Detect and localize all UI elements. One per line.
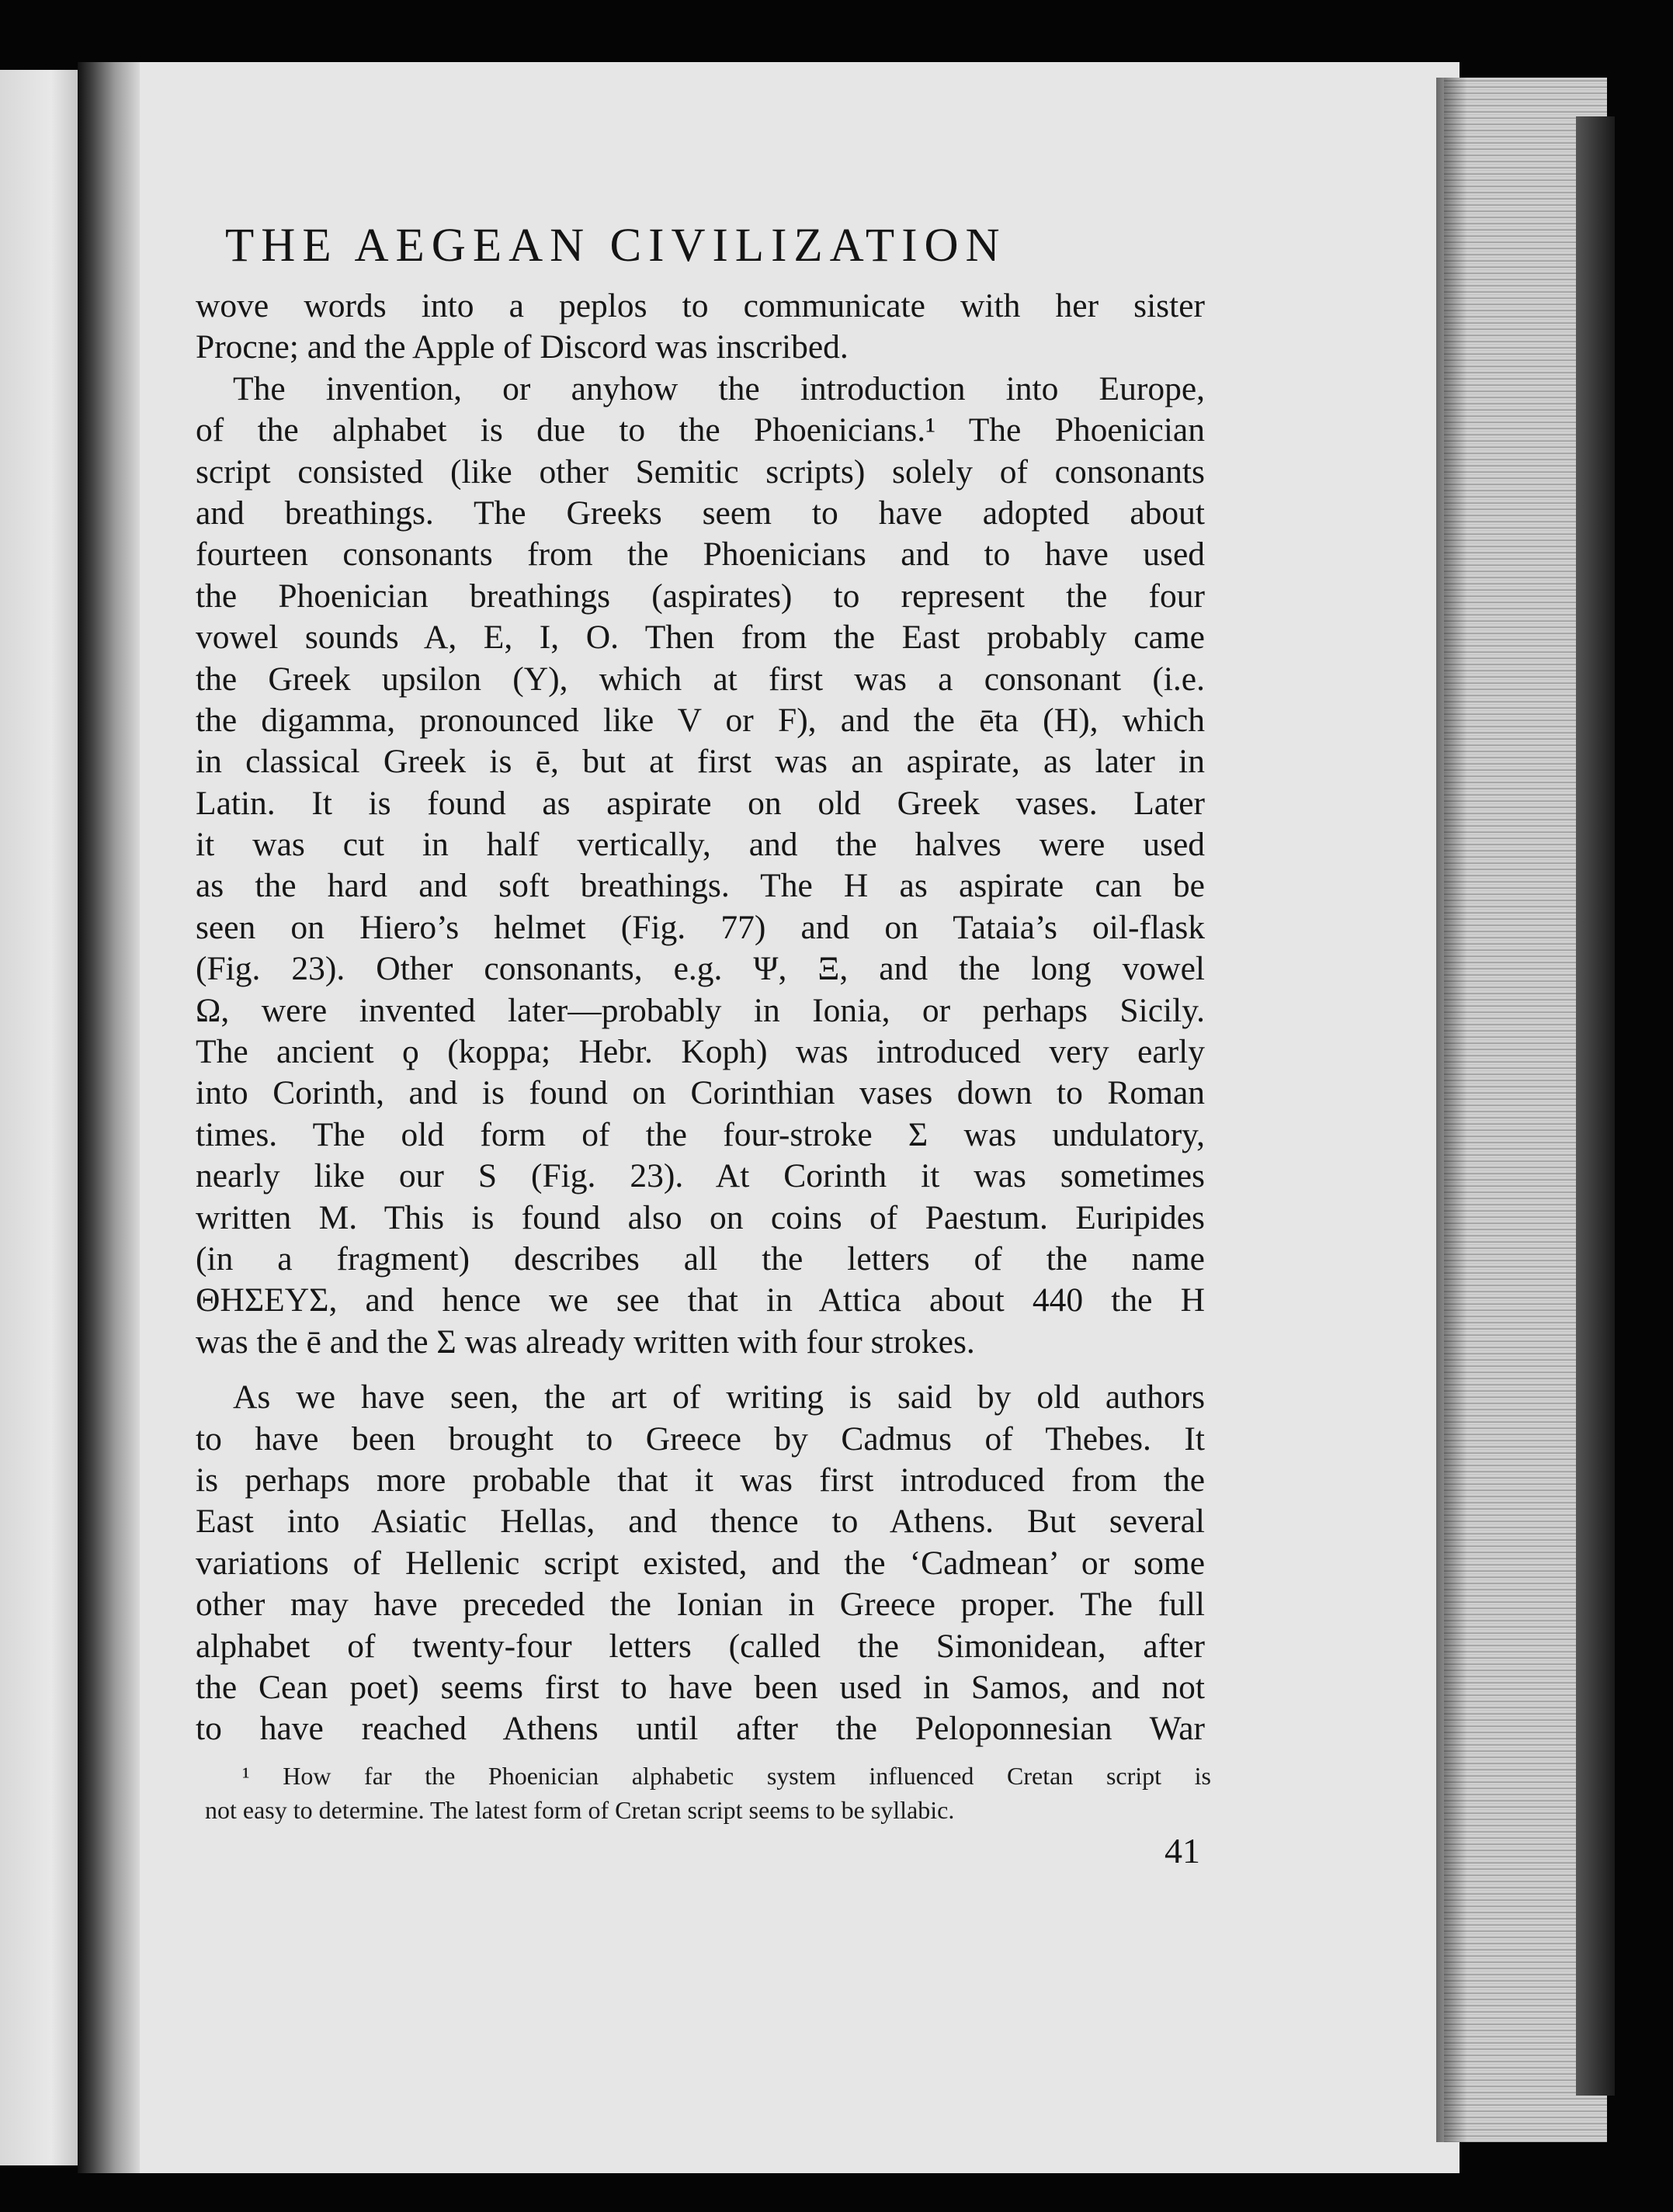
text-line: into Corinth, and is found on Corinthian vases down to Roman <box>196 1074 1205 1112</box>
page-edge-shadow <box>1436 78 1467 2142</box>
text-line: was the ē and the Σ was already written with four strokes. <box>196 1323 975 1361</box>
text-line: to have reached Athens until after the Peloponnesian War <box>196 1710 1205 1748</box>
facing-page-edge <box>0 70 85 2165</box>
text-line: seen on Hiero’s helmet (Fig. 77) and on Tataia’s oil-flask <box>196 908 1205 946</box>
footnote-line: not easy to determine. The latest form of Cretan script seems to be syllabic. <box>205 1796 955 1824</box>
text-line: of the alphabet is due to the Phoenicians.¹ The Phoenician <box>196 411 1205 449</box>
running-head: THE AEGEAN CIVILIZATION <box>225 220 1007 272</box>
page-number: 41 <box>1165 1831 1200 1870</box>
text-line: times. The old form of the four-stroke Σ was undulatory, <box>196 1115 1205 1153</box>
footnote-line: ¹ How far the Phoenician alphabetic system influenced Cretan script is <box>242 1762 1211 1790</box>
text-line: other may have preceded the Ionian in Greece proper. The full <box>196 1586 1205 1624</box>
paragraph <box>196 369 1205 1363</box>
text-line: to have been brought to Greece by Cadmus of Thebes. It <box>196 1420 1205 1458</box>
text-line: Procne; and the Apple of Discord was inscribed. <box>196 328 849 366</box>
text-line: and breathings. The Greeks seem to have adopted about <box>196 494 1205 532</box>
text-line: the Phoenician breathings (aspirates) to represent the four <box>196 577 1205 615</box>
text-line: is perhaps more probable that it was first introduced from the <box>196 1461 1205 1499</box>
footnote <box>205 1759 1211 1827</box>
paragraph <box>196 286 1205 369</box>
body-text <box>196 286 1205 1750</box>
text-line: the Cean poet) seems first to have been used in Samos, and not <box>196 1668 1205 1706</box>
text-line: ΘΗΣΕΥΣ, and hence we see that in Attica about 440 the H <box>196 1281 1205 1319</box>
text-line: (Fig. 23). Other consonants, e.g. Ψ, Ξ, and the long vowel <box>196 950 1205 988</box>
gutter-shadow <box>78 62 140 2173</box>
text-line: variations of Hellenic script existed, and the ‘Cadmean’ or some <box>196 1544 1205 1582</box>
text-line: as the hard and soft breathings. The H as aspirate can be <box>196 867 1205 905</box>
text-line: it was cut in half vertically, and the halves were used <box>196 826 1205 864</box>
text-line: script consisted (like other Semitic scripts) solely of consonants <box>196 452 1205 491</box>
paragraph <box>196 1377 1205 1750</box>
text-line: Latin. It is found as aspirate on old Greek vases. Later <box>196 784 1205 822</box>
text-line: the digamma, pronounced like V or F), and the ēta (H), which <box>196 701 1205 739</box>
text-line: wove words into a peplos to communicate with her sister <box>196 287 1205 324</box>
text-line: As we have seen, the art of writing is said by old authors <box>233 1378 1205 1416</box>
book-cover-edge <box>1576 116 1615 2096</box>
text-line: East into Asiatic Hellas, and thence to Athens. But several <box>196 1503 1205 1541</box>
text-line: vowel sounds A, E, I, O. Then from the East probably came <box>196 619 1205 657</box>
text-line: The ancient ϙ (koppa; Hebr. Koph) was introduced very early <box>196 1033 1205 1071</box>
text-line: in classical Greek is ē, but at first was an aspirate, as later in <box>196 743 1205 781</box>
text-line: nearly like our S (Fig. 23). At Corinth it was sometimes <box>196 1157 1205 1195</box>
paragraph-gap <box>196 1363 1205 1377</box>
text-line: (in a fragment) describes all the letters of the name <box>196 1239 1205 1278</box>
text-line: Ω, were invented later—probably in Ionia, or perhaps Sicily. <box>196 991 1205 1029</box>
text-line: the Greek upsilon (Υ), which at first was a consonant (i.e. <box>196 660 1205 698</box>
text-line: The invention, or anyhow the introduction into Europe, <box>233 369 1205 407</box>
text-line: fourteen consonants from the Phoenicians and to have used <box>196 536 1205 574</box>
text-line: written M. This is found also on coins of Paestum. Euripides <box>196 1198 1205 1236</box>
text-line: alphabet of twenty-four letters (called the Simonidean, after <box>196 1627 1205 1665</box>
